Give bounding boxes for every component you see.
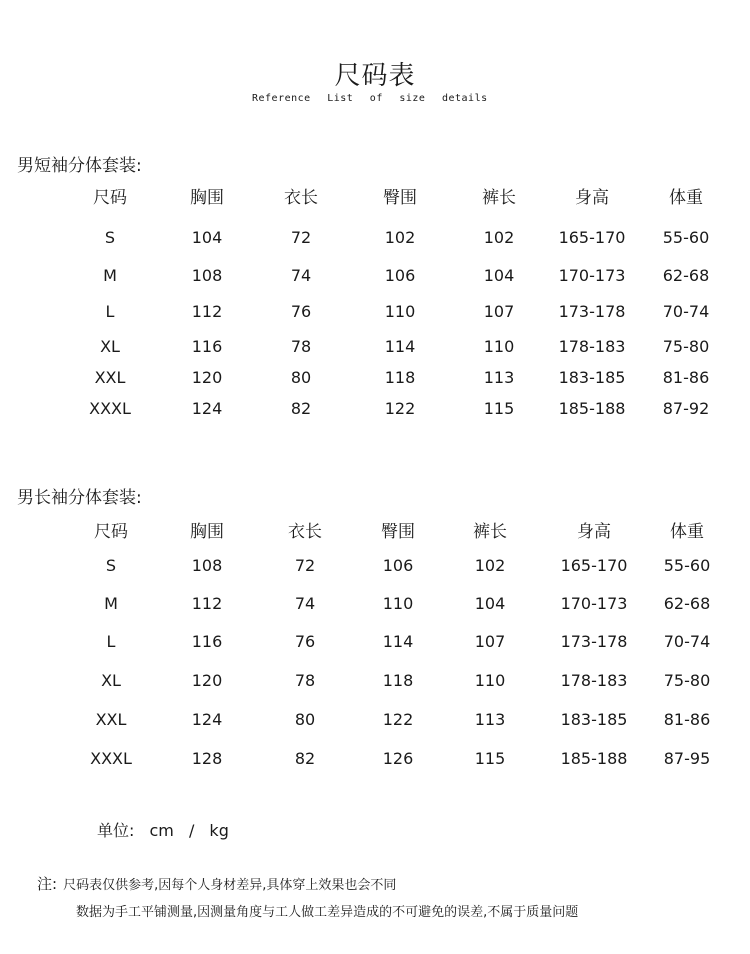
- table-cell-height: 165-170: [560, 556, 628, 575]
- table-cell-hip: 122: [382, 710, 414, 729]
- table-cell-size: S: [104, 228, 116, 247]
- table-cell-chest: 120: [191, 368, 223, 387]
- table-header-row: [0, 183, 750, 207]
- table-cell-length: 78: [294, 671, 316, 690]
- table-cell-size: XL: [101, 671, 121, 690]
- table-cell-length: 80: [290, 368, 312, 387]
- table-cell-size: L: [105, 302, 115, 321]
- table-cell-size: L: [106, 632, 116, 651]
- table-cell-pants-length: 110: [474, 671, 506, 690]
- table-row: [0, 556, 750, 580]
- table-cell-hip: 110: [382, 594, 414, 613]
- table-cell-hip: 114: [384, 337, 416, 356]
- table-row: [0, 399, 750, 423]
- table-row: [0, 632, 750, 656]
- column-header-pants-length: 裤长: [482, 188, 516, 208]
- table-cell-chest: 104: [191, 228, 223, 247]
- table-cell-weight: 75-80: [663, 671, 711, 690]
- table-cell-hip: 110: [384, 302, 416, 321]
- table-cell-length: 74: [290, 266, 312, 285]
- table-cell-chest: 120: [191, 671, 223, 690]
- table-cell-weight: 81-86: [662, 368, 710, 387]
- table-cell-size: XL: [100, 337, 120, 356]
- note-text-1: 尺码表仅供参考,因每个人身材差异,具体穿上效果也会不同: [63, 878, 397, 893]
- table-cell-length: 74: [294, 594, 316, 613]
- table-row: [0, 266, 750, 290]
- table-cell-pants-length: 115: [474, 749, 506, 768]
- table-cell-pants-length: 113: [483, 368, 515, 387]
- table-cell-pants-length: 107: [483, 302, 515, 321]
- table-cell-pants-length: 104: [474, 594, 506, 613]
- table-cell-weight: 70-74: [663, 632, 711, 651]
- page-subtitle: Reference List of size details: [252, 93, 488, 104]
- table-cell-chest: 124: [191, 399, 223, 418]
- table-cell-height: 185-188: [558, 399, 626, 418]
- table-cell-pants-length: 113: [474, 710, 506, 729]
- section-heading-long-sleeve: 男长袖分体套装:: [17, 488, 142, 508]
- table-cell-length: 72: [290, 228, 312, 247]
- table-cell-length: 76: [294, 632, 316, 651]
- table-cell-chest: 108: [191, 266, 223, 285]
- table-cell-weight: 87-92: [662, 399, 710, 418]
- column-header-length: 衣长: [284, 188, 318, 208]
- table-cell-size: S: [105, 556, 117, 575]
- column-header-pants-length: 裤长: [473, 522, 507, 542]
- table-cell-size: M: [104, 594, 118, 613]
- table-row: [0, 749, 750, 773]
- table-cell-weight: 75-80: [662, 337, 710, 356]
- table-row: [0, 337, 750, 361]
- table-cell-hip: 118: [384, 368, 416, 387]
- column-header-chest: 胸围: [190, 522, 224, 542]
- table-row: [0, 228, 750, 252]
- table-cell-weight: 70-74: [662, 302, 710, 321]
- table-row: [0, 594, 750, 618]
- column-header-size: 尺码: [94, 522, 128, 542]
- section-heading-short-sleeve: 男短袖分体套装:: [17, 156, 142, 176]
- table-cell-pants-length: 115: [483, 399, 515, 418]
- table-header-row: [0, 517, 750, 541]
- column-header-weight: 体重: [669, 188, 703, 208]
- table-cell-chest: 108: [191, 556, 223, 575]
- column-header-size: 尺码: [93, 188, 127, 208]
- table-cell-size: XXXL: [90, 749, 132, 768]
- table-cell-chest: 116: [191, 337, 223, 356]
- table-cell-weight: 62-68: [663, 594, 711, 613]
- table-cell-hip: 118: [382, 671, 414, 690]
- table-cell-height: 173-178: [560, 632, 628, 651]
- table-cell-chest: 128: [191, 749, 223, 768]
- column-header-height: 身高: [575, 188, 609, 208]
- unit-label: 单位: cm / kg: [97, 821, 229, 840]
- table-cell-weight: 87-95: [663, 749, 711, 768]
- table-cell-size: XXXL: [89, 399, 131, 418]
- page-title: 尺码表: [334, 61, 416, 91]
- table-cell-height: 183-185: [558, 368, 626, 387]
- column-header-height: 身高: [577, 522, 611, 542]
- table-cell-hip: 102: [384, 228, 416, 247]
- table-cell-chest: 112: [191, 302, 223, 321]
- table-cell-weight: 55-60: [662, 228, 710, 247]
- table-cell-height: 178-183: [558, 337, 626, 356]
- table-row: [0, 671, 750, 695]
- column-header-chest: 胸围: [190, 188, 224, 208]
- column-header-length: 衣长: [288, 522, 322, 542]
- note-label: 注:: [37, 875, 58, 893]
- table-cell-size: XXL: [94, 368, 126, 387]
- table-row: [0, 710, 750, 734]
- table-cell-weight: 81-86: [663, 710, 711, 729]
- table-cell-length: 78: [290, 337, 312, 356]
- table-cell-height: 183-185: [560, 710, 628, 729]
- table-cell-hip: 106: [382, 556, 414, 575]
- table-cell-length: 76: [290, 302, 312, 321]
- table-cell-height: 165-170: [558, 228, 626, 247]
- table-cell-length: 82: [294, 749, 316, 768]
- table-cell-height: 178-183: [560, 671, 628, 690]
- table-cell-hip: 114: [382, 632, 414, 651]
- column-header-weight: 体重: [670, 522, 704, 542]
- table-row: [0, 368, 750, 392]
- table-cell-pants-length: 104: [483, 266, 515, 285]
- column-header-hip: 臀围: [383, 188, 417, 208]
- table-row: [0, 302, 750, 326]
- table-cell-chest: 116: [191, 632, 223, 651]
- table-cell-hip: 126: [382, 749, 414, 768]
- table-cell-length: 82: [290, 399, 312, 418]
- table-cell-length: 72: [294, 556, 316, 575]
- table-cell-hip: 106: [384, 266, 416, 285]
- table-cell-pants-length: 102: [483, 228, 515, 247]
- table-cell-weight: 62-68: [662, 266, 710, 285]
- table-cell-height: 185-188: [560, 749, 628, 768]
- note-line-1: [37, 873, 396, 894]
- table-cell-chest: 124: [191, 710, 223, 729]
- table-cell-pants-length: 107: [474, 632, 506, 651]
- table-cell-length: 80: [294, 710, 316, 729]
- table-cell-pants-length: 110: [483, 337, 515, 356]
- table-cell-height: 170-173: [558, 266, 626, 285]
- table-cell-hip: 122: [384, 399, 416, 418]
- table-cell-pants-length: 102: [474, 556, 506, 575]
- column-header-hip: 臀围: [381, 522, 415, 542]
- table-cell-chest: 112: [191, 594, 223, 613]
- table-cell-height: 170-173: [560, 594, 628, 613]
- note-line-2: 数据为手工平铺测量,因测量角度与工人做工差异造成的不可避免的误差,不属于质量问题: [76, 905, 579, 920]
- table-cell-height: 173-178: [558, 302, 626, 321]
- table-cell-weight: 55-60: [663, 556, 711, 575]
- table-cell-size: M: [103, 266, 117, 285]
- table-cell-size: XXL: [95, 710, 127, 729]
